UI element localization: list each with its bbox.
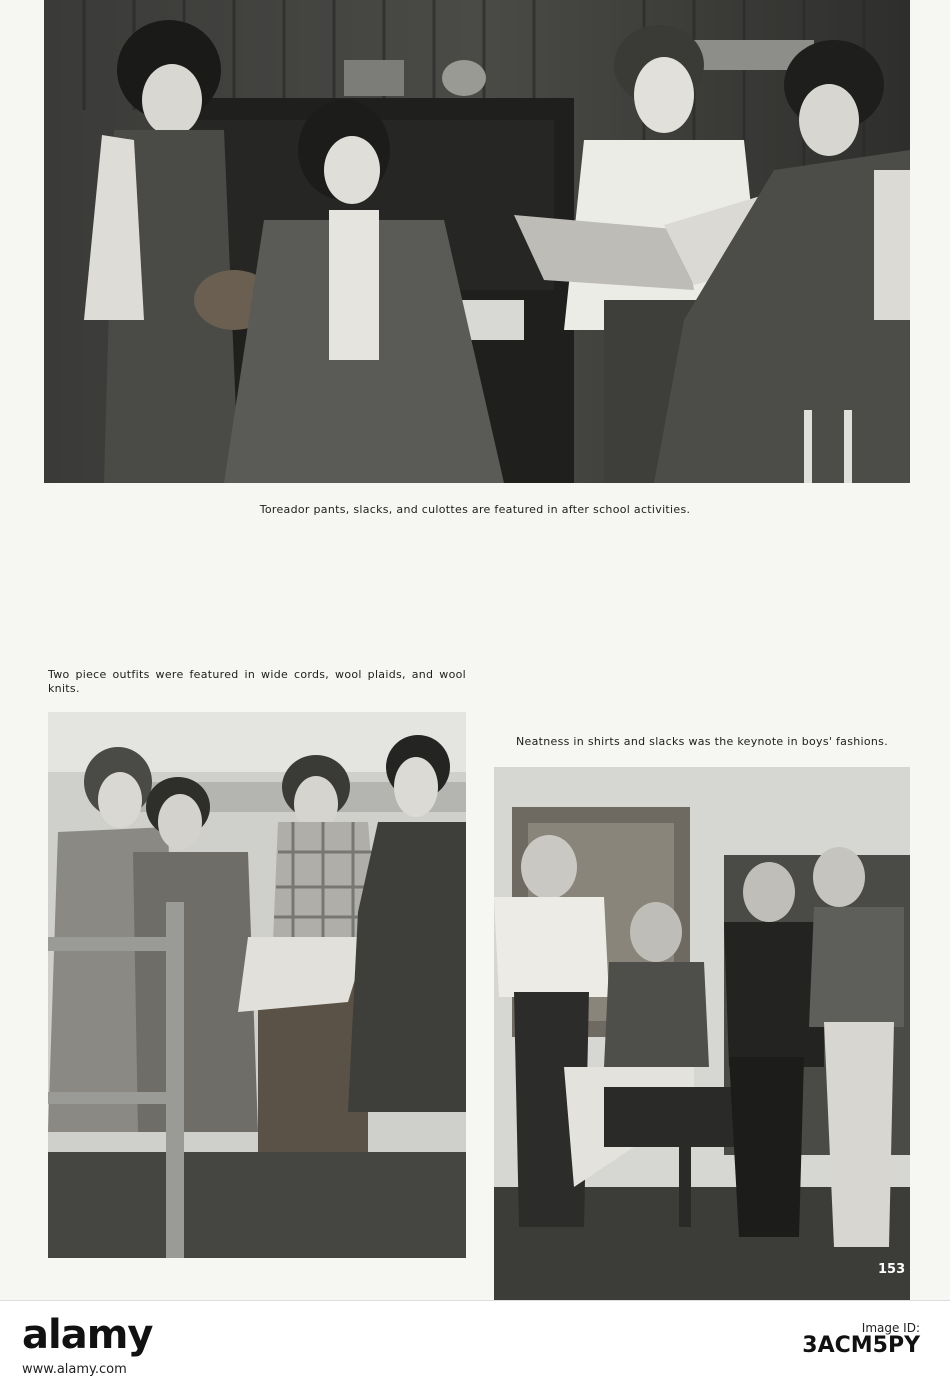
page-number: 153: [878, 1262, 906, 1277]
watermark-divider: [0, 1300, 950, 1301]
alamy-logo: alamy: [22, 1312, 153, 1358]
photo-girls-at-piano: [44, 0, 910, 483]
image-id-block: [802, 1320, 920, 1358]
image-id-code: 3ACM5PY: [802, 1333, 920, 1358]
image-id-label: Image ID:: [861, 1321, 920, 1335]
caption-right-photo: Neatness in shirts and slacks was the keynote in boys' fashions.: [515, 735, 888, 748]
caption-left-photo: Two piece outfits were featured in wide cords, wool plaids, and wool knits.: [48, 668, 466, 695]
alamy-url: www.alamy.com: [22, 1362, 127, 1377]
photo-boys-fashions: [494, 767, 910, 1300]
caption-top-photo: Toreador pants, slacks, and culottes are featured in after school activities.: [259, 503, 691, 516]
photo-girls-by-railing: [48, 712, 466, 1258]
